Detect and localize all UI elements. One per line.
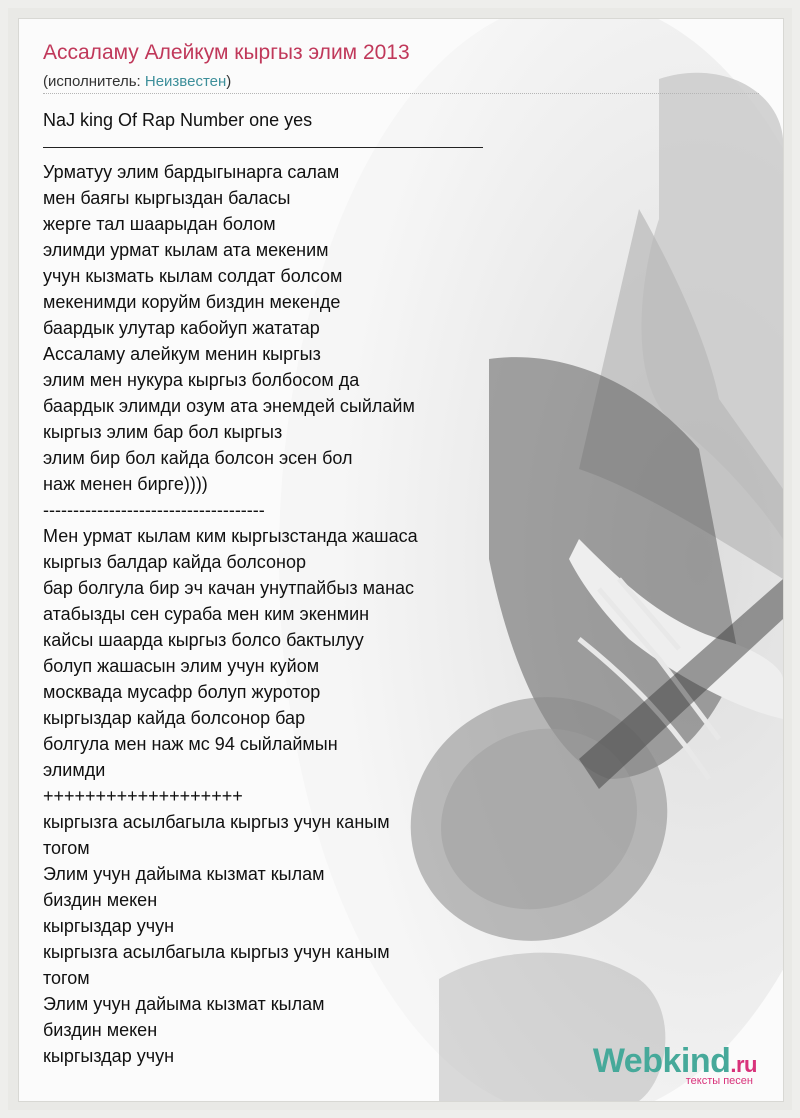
artist-link[interactable]: Неизвестен	[144, 73, 227, 90]
lyric-line: кыргызга асылбагыла кыргыз учун каным	[43, 942, 390, 962]
lyric-line: биздин мекен	[43, 1020, 158, 1040]
lyric-line: баардык улутар кабойуп жататар	[43, 318, 320, 338]
lyric-line: Ассаламу алейкум менин кыргыз	[43, 344, 321, 364]
lyric-line: баардык элимди озум ата энемдей сыйлайм	[43, 396, 415, 416]
lyric-divider	[43, 133, 418, 159]
lyric-line: кыргызга асылбагыла кыргыз учун каным	[43, 812, 390, 832]
lyric-line: Мен урмат кылам ким кыргызстанда жашаса	[43, 526, 418, 546]
lyric-line: кыргыздар учун	[43, 916, 175, 936]
lyric-line: мен баягы кыргыздан баласы	[43, 188, 291, 208]
logo-main-text: Webkind	[592, 1042, 731, 1080]
lyric-line: учун кызмать кылам солдат болсом	[43, 266, 343, 286]
lyric-line: элим мен нукура кыргыз болбосом да	[43, 370, 360, 390]
logo-tagline: тексты песен	[685, 1075, 753, 1087]
logo-tld: .ru	[730, 1052, 757, 1077]
lyric-line: кыргыздар учун	[43, 1046, 175, 1066]
lyric-line: Урматуу элим бардыгынарга салам	[43, 162, 340, 182]
lyric-line: жерге тал шаарыдан болом	[43, 214, 276, 234]
lyric-line: элимди урмат кылам ата мекеним	[43, 240, 329, 260]
lyric-line: кыргыз элим бар бол кыргыз	[43, 422, 283, 442]
lyric-line: кыргыздар кайда болсонор бар	[43, 708, 306, 728]
lyric-line: элим бир бол кайда болсон эсен бол	[43, 448, 353, 468]
lyric-line: болгула мен наж мс 94 сыйлаймын	[43, 734, 338, 754]
lyric-line: кыргыз балдар кайда болсонор	[43, 552, 306, 572]
lyric-line: Элим учун дайыма кызмат кылам	[43, 994, 325, 1014]
lyric-line: биздин мекен	[43, 890, 158, 910]
artist-prefix: (исполнитель:	[43, 73, 145, 90]
song-title: Ассаламу Алейкум кыргыз элим 2013	[43, 41, 410, 64]
lyric-line: -------------------------------------	[43, 500, 265, 520]
lyric-line: Элим учун дайыма кызмат кылам	[43, 864, 325, 884]
lyric-line: атабызды сен сураба мен ким экенмин	[43, 604, 370, 624]
lyric-line: элимди	[43, 760, 106, 780]
lyric-line: москвада мусафр болуп журотор	[43, 682, 321, 702]
lyric-line: мекенимди коруйм биздин мекенде	[43, 292, 341, 312]
artist-suffix: )	[226, 73, 232, 90]
artist-line	[43, 73, 231, 90]
lyric-line: NaJ king Of Rap Number one yes	[43, 110, 313, 130]
webkind-logo[interactable]	[593, 1042, 757, 1087]
lyric-line: кайсы шаарда кыргыз болсо бактылуу	[43, 630, 364, 650]
lyric-line: наж менен бирге))))	[43, 474, 208, 494]
lyric-line: тогом	[43, 968, 90, 988]
lyric-line: болуп жашасын элим учун куйом	[43, 656, 320, 676]
lyric-line: бар болгула бир эч качан унутпайбыз манас	[43, 578, 415, 598]
lyric-line: +++++++++++++++++++	[43, 786, 243, 806]
lyrics-body	[43, 107, 418, 1069]
header-divider	[43, 93, 759, 94]
lyrics-sheet	[18, 18, 784, 1102]
lyric-line: тогом	[43, 838, 90, 858]
